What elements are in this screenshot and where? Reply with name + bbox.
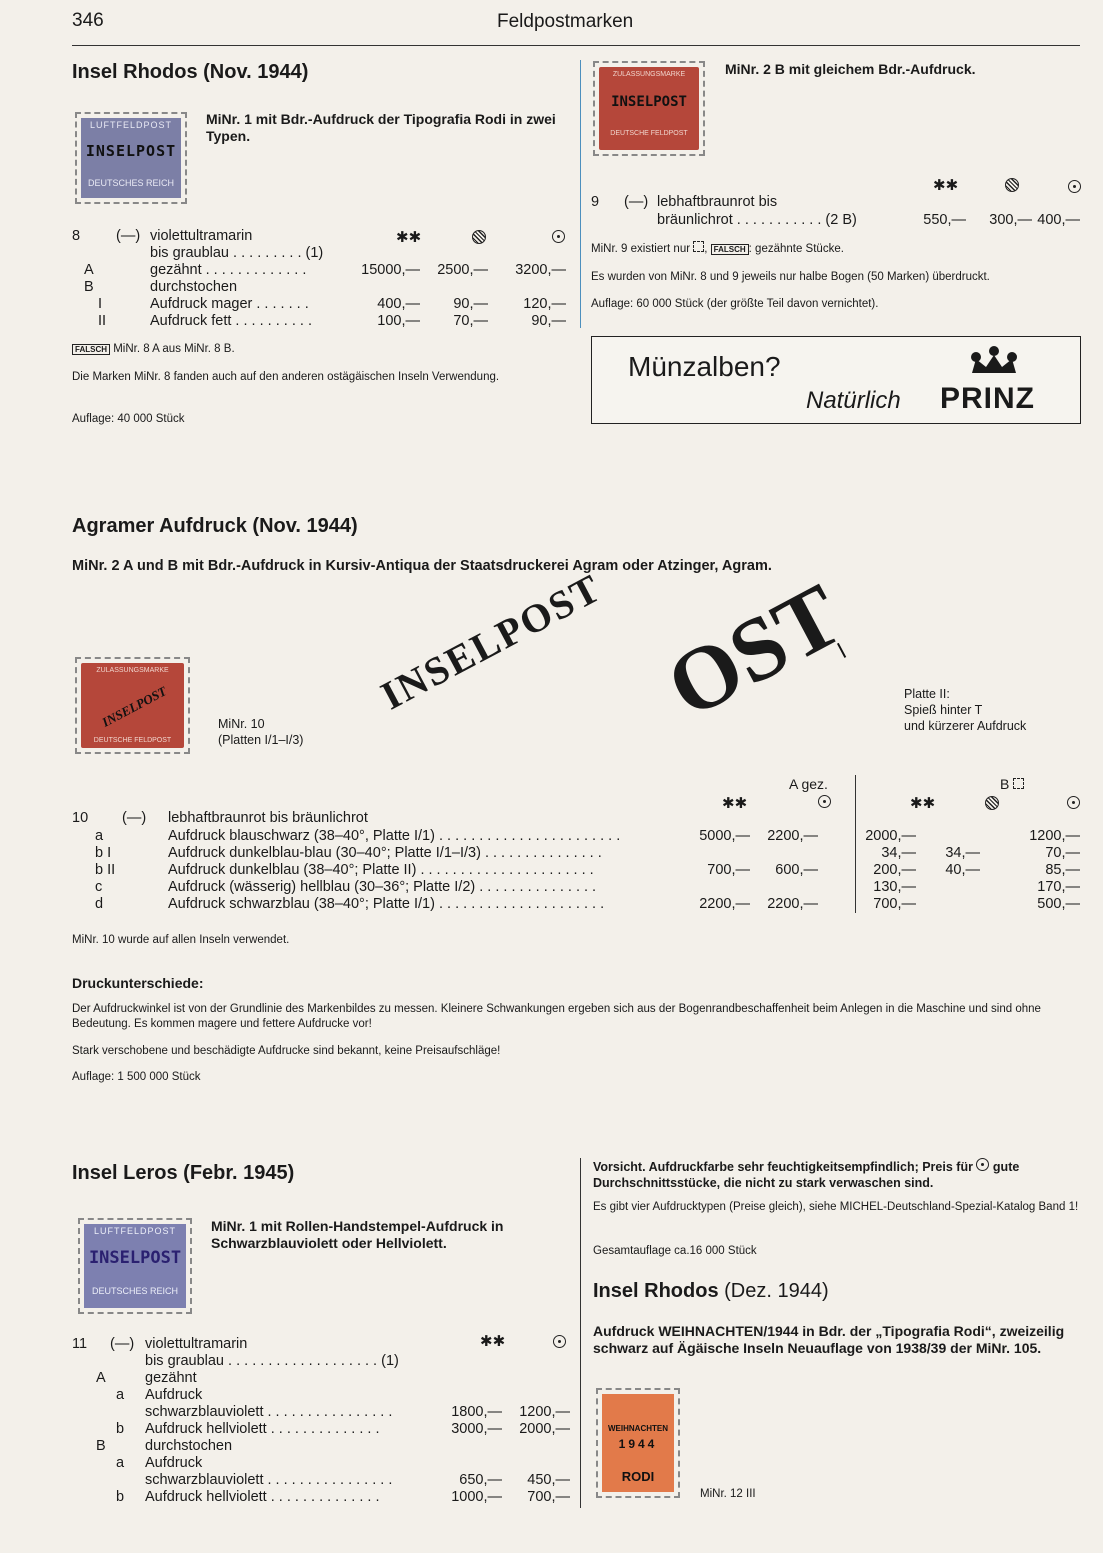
entry-9-number: 9	[591, 194, 600, 210]
agram-price-b-mint: 34,—	[881, 845, 916, 861]
agram-row-text: Aufdruck dunkelblau (38–40°; Platte II) . . . . . . . . . . . . . . . . . . . . . .	[168, 862, 594, 878]
druck-heading: Druckunterschiede:	[72, 975, 204, 991]
rhodos-row-text: gezähnt . . . . . . . . . . . . .	[150, 262, 307, 278]
rhodos-price-used: 90,—	[531, 313, 566, 329]
col-symbol-mint: ✱✱	[396, 229, 422, 246]
hinged-icon-9	[1005, 178, 1019, 192]
section-heading-leros: Insel Leros (Febr. 1945)	[72, 1162, 295, 1184]
platte-note: Platte II: Spieß hinter T und kürzerer Aufdruck	[904, 687, 1027, 733]
overprint-large-image: INSELPOST	[373, 564, 609, 719]
col-symbol-used	[552, 230, 565, 247]
leros-row-sub: b	[116, 1421, 125, 1437]
col-b-symbol-hinged	[985, 796, 999, 814]
section-heading-agram: Agramer Aufdruck (Nov. 1944)	[72, 515, 358, 537]
entry-9-paren: (—)	[624, 194, 649, 210]
page-title: Feldpostmarken	[497, 11, 634, 32]
leros-symbol-used	[553, 1335, 566, 1352]
rhodos-price-mint: 400,—	[377, 296, 420, 312]
rhodos-row-text: bis graublau . . . . . . . . . (1)	[150, 245, 324, 261]
leros-row-key: B	[96, 1438, 106, 1454]
agram-price-b-hinged: 40,—	[945, 862, 980, 878]
entry-9-color: lebhaftbraunrot bis	[657, 194, 778, 210]
druck-text1: Der Aufdruckwinkel ist von der Grundlinie des Markenbildes zu messen. Kleinere Schwankungen ergeben sich aus der Bogenrandbeschaffenheit beim Anlegen in die Maschine und sind ohne Bedeutung. Es kommen magere und fettere Aufdrucke vor!	[72, 1003, 1041, 1030]
agram-price-a-used: 2200,—	[767, 828, 818, 844]
auflage-rhodos: Auflage: 40 000 Stück	[72, 413, 185, 425]
vorsicht-note: Vorsicht. Aufdruckfarbe sehr feuchtigkeitsempfindlich; Preis für gute Durchschnittsstücke, die nicht zu stark verwaschen sind.	[593, 1160, 1020, 1190]
agram-price-a-used: 2200,—	[767, 896, 818, 912]
leros-row-text: schwarzblauviolett . . . . . . . . . . . . . . . .	[145, 1472, 393, 1488]
agram-row-text: Aufdruck dunkelblau-blau (30–40°; Platte I/1–I/3) . . . . . . . . . . . . . . .	[168, 845, 602, 861]
rhodos-price-hinged: 90,—	[453, 296, 488, 312]
rhodos-row-text: Aufdruck mager . . . . . . .	[150, 296, 309, 312]
leros-row-text: durchstochen	[145, 1438, 233, 1454]
agram-price-b-used: 170,—	[1037, 879, 1080, 895]
leros-price-used: 450,—	[527, 1472, 570, 1488]
perforation-icon-b	[1013, 778, 1024, 789]
stamp-image-rhodos-12: WEIHNACHTEN 1944 RODI	[596, 1388, 680, 1498]
agram-price-b-mint: 700,—	[873, 896, 916, 912]
rhodos-row-text: Aufdruck fett . . . . . . . . . .	[150, 313, 312, 329]
used-icon-b	[1067, 796, 1080, 809]
leros-row-text: Aufdruck hellviolett . . . . . . . . . . . . . .	[145, 1489, 380, 1505]
rhodos-dez-description: Aufdruck WEIHNACHTEN/1944 in Bdr. der „Tipografia Rodi“, zweizeilig schwarz auf Ägäische Inseln Neuauflage von 1938/39 der MiNr. 105.	[593, 1323, 1065, 1356]
agram-description: MiNr. 2 A und B mit Bdr.-Aufdruck in Kursiv-Antiqua der Staatsdruckerei Agram oder Atzinger, Agram.	[72, 558, 772, 574]
page-number: 346	[72, 10, 104, 31]
agram-price-b-hinged: 34,—	[945, 845, 980, 861]
agram-column-divider	[855, 775, 856, 913]
used-icon-a	[818, 795, 831, 808]
agram-row-key: b II	[95, 862, 116, 878]
rhodos-row-key: B	[84, 279, 94, 295]
note-9-exists: MiNr. 9 existiert nur , FALSCH : gezähnte Stücke.	[591, 243, 844, 255]
rhodos-price-mint: 15000,—	[361, 262, 420, 278]
stamp-description-rhodos: MiNr. 1 mit Bdr.-Aufdruck der Tipografia Rodi in zwei Typen.	[206, 111, 556, 144]
leros-row-sub: (—)	[110, 1336, 135, 1352]
rhodos-price-hinged: 70,—	[453, 313, 488, 329]
leros-price-mint: 1000,—	[451, 1489, 502, 1505]
stamp-image-rhodos-8: LUFTFELDPOST INSELPOST DEUTSCHES REICH	[75, 112, 187, 204]
header-rule	[72, 45, 1080, 46]
col-a-symbol-mint: ✱✱	[722, 795, 748, 812]
column-divider-bottom	[580, 1158, 581, 1508]
entry-9-price-used: 400,—	[1037, 212, 1080, 228]
agram-price-b-used: 1200,—	[1029, 828, 1080, 844]
leros-row-key: 11	[72, 1336, 88, 1352]
hinged-icon-b	[985, 796, 999, 810]
col-a-symbol-used	[818, 795, 831, 812]
leros-row-text: Aufdruck	[145, 1455, 203, 1471]
agram-price-b-used: 70,—	[1045, 845, 1080, 861]
agram-row-key: a	[95, 828, 104, 844]
leros-price-mint: 3000,—	[451, 1421, 502, 1437]
entry-10-color: lebhaftbraunrot bis bräunlichrot	[168, 810, 368, 826]
leros-row-key: A	[96, 1370, 106, 1386]
agram-price-a-mint: 700,—	[707, 862, 750, 878]
rhodos-row-key: A	[84, 262, 94, 278]
leros-row-text: bis graublau . . . . . . . . . . . . . . . . . . . (1)	[145, 1353, 399, 1369]
stamp-description-9: MiNr. 2 B mit gleichem Bdr.-Aufdruck.	[725, 61, 976, 77]
rhodos-row-text: durchstochen	[150, 279, 238, 295]
used-icon	[552, 230, 565, 243]
falsch-icon-9: FALSCH	[711, 244, 749, 255]
leros-row-text: gezähnt	[145, 1370, 197, 1386]
rhodos-price-hinged: 2500,—	[437, 262, 488, 278]
perforation-icon	[693, 241, 704, 252]
col-symbol-mint-9: ✱✱	[933, 177, 959, 194]
entry-10-number: 10	[72, 810, 89, 826]
agram-row-key: d	[95, 896, 104, 912]
ad-brand: PRINZ	[940, 382, 1035, 415]
col-symbol-used-9	[1068, 180, 1081, 197]
col-label-b: B	[1000, 776, 1024, 792]
agram-row-text: Aufdruck (wässerig) hellblau (30–36°; Platte I/2) . . . . . . . . . . . . . . .	[168, 879, 597, 895]
falsch-note-rhodos: FALSCH MiNr. 8 A aus MiNr. 8 B.	[72, 342, 235, 357]
entry-9-price-mint: 550,—	[923, 212, 966, 228]
leros-row-sub: a	[116, 1455, 125, 1471]
ad-box-prinz[interactable]	[591, 336, 1081, 424]
rhodos-price-mint: 100,—	[377, 313, 420, 329]
rhodos-row-key: I	[98, 296, 103, 312]
rhodos-row-key: II	[98, 313, 107, 329]
column-divider-top	[580, 60, 581, 328]
rhodos-row-key: 8	[72, 228, 81, 244]
vorsicht-auflage: Gesamtauflage ca.16 000 Stück	[593, 1245, 757, 1257]
used-icon-vorsicht	[976, 1158, 989, 1171]
falsch-icon: FALSCH	[72, 344, 110, 355]
agram-price-a-used: 600,—	[775, 862, 818, 878]
stamp-image-leros-11: LUFTFELDPOST INSELPOST DEUTSCHES REICH	[78, 1218, 192, 1314]
agram-price-b-mint: 130,—	[873, 879, 916, 895]
agram-row-key: b I	[95, 845, 112, 861]
rhodos-row-text: violettultramarin	[150, 228, 253, 244]
note-rhodos-usage: Die Marken MiNr. 8 fanden auch auf den anderen ostägäischen Inseln Verwendung.	[72, 371, 500, 383]
agram-row-text: Aufdruck blauschwarz (38–40°, Platte I/1) . . . . . . . . . . . . . . . . . . . . . . .	[168, 828, 621, 844]
agram-price-b-mint: 200,—	[873, 862, 916, 878]
col-b-symbol-mint: ✱✱	[910, 795, 936, 812]
agram-price-b-mint: 2000,—	[865, 828, 916, 844]
leros-row-text: violettultramarin	[145, 1336, 248, 1352]
agram-auflage: Auflage: 1 500 000 Stück	[72, 1071, 201, 1083]
col-symbol-hinged-9	[1005, 178, 1019, 196]
leros-row-sub: b	[116, 1489, 125, 1505]
leros-row-text: Aufdruck hellviolett . . . . . . . . . . . . . .	[145, 1421, 380, 1437]
section-heading-rhodos-dez: Insel Rhodos (Dez. 1944)	[593, 1280, 829, 1302]
crown-icon	[964, 345, 1024, 377]
rhodos-row-paren: (—)	[116, 228, 141, 244]
leros-symbol-mint: ✱✱	[480, 1333, 506, 1350]
agram-price-b-used: 85,—	[1045, 862, 1080, 878]
leros-row-text: Aufdruck	[145, 1387, 203, 1403]
rhodos-price-used: 3200,—	[515, 262, 566, 278]
entry-9-color-2: bräunlichrot . . . . . . . . . . . (2 B)	[657, 212, 857, 228]
stamp-image-rhodos-9: ZULASSUNGSMARKE INSELPOST DEUTSCHE FELDPOST	[593, 61, 705, 156]
rhodos-price-used: 120,—	[523, 296, 566, 312]
note-9-halfsheets: Es wurden von MiNr. 8 und 9 jeweils nur halbe Bogen (50 Marken) überdruckt.	[591, 271, 990, 283]
agram-price-a-mint: 2200,—	[699, 896, 750, 912]
ad-line2: Natürlich	[806, 387, 901, 414]
agram-note: MiNr. 10 wurde auf allen Inseln verwendet.	[72, 934, 290, 946]
agram-row-key: c	[95, 879, 103, 895]
col-label-a: A gez.	[789, 776, 828, 792]
leros-row-text: schwarzblauviolett . . . . . . . . . . . . . . . .	[145, 1404, 393, 1420]
leros-price-used: 700,—	[527, 1489, 570, 1505]
used-icon-9	[1068, 180, 1081, 193]
leros-description: MiNr. 1 mit Rollen-Handstempel-Aufdruck in Schwarzblauviolett oder Hellviolett.	[211, 1218, 504, 1251]
entry-9-price-hinged: 300,—	[989, 212, 1032, 228]
leros-price-used: 2000,—	[519, 1421, 570, 1437]
leros-price-mint: 650,—	[459, 1472, 502, 1488]
agram-price-b-used: 500,—	[1037, 896, 1080, 912]
used-icon-leros	[553, 1335, 566, 1348]
col-b-symbol-used	[1067, 796, 1080, 813]
overprint-detail-image: OST	[651, 565, 858, 738]
leros-price-used: 1200,—	[519, 1404, 570, 1420]
stamp-image-agram-10: ZULASSUNGSMARKE INSELPOST DEUTSCHE FELDPOST	[75, 657, 190, 754]
druck-text2: Stark verschobene und beschädigte Aufdrucke sind bekannt, keine Preisaufschläge!	[72, 1045, 501, 1057]
auflage-9: Auflage: 60 000 Stück (der größte Teil davon vernichtet).	[591, 298, 879, 310]
entry-10-paren: (—)	[122, 810, 147, 826]
leros-row-sub: a	[116, 1387, 125, 1403]
col-symbol-hinged	[472, 230, 486, 248]
ad-line1: Münzalben?	[628, 351, 781, 382]
agram-row-text: Aufdruck schwarzblau (38–40°; Platte I/1) . . . . . . . . . . . . . . . . . . . . .	[168, 896, 605, 912]
vorsicht-text: Es gibt vier Aufdrucktypen (Preise gleich), siehe MICHEL-Deutschland-Spezial-Katalog Band 1!	[593, 1201, 1079, 1213]
leros-price-mint: 1800,—	[451, 1404, 502, 1420]
agram-caption: MiNr. 10 (Platten I/1–I/3)	[218, 717, 304, 747]
rhodos-dez-caption: MiNr. 12 III	[700, 1488, 756, 1500]
agram-price-a-mint: 5000,—	[699, 828, 750, 844]
hinged-icon	[472, 230, 486, 244]
section-heading-rhodos-nov: Insel Rhodos (Nov. 1944)	[72, 61, 309, 83]
